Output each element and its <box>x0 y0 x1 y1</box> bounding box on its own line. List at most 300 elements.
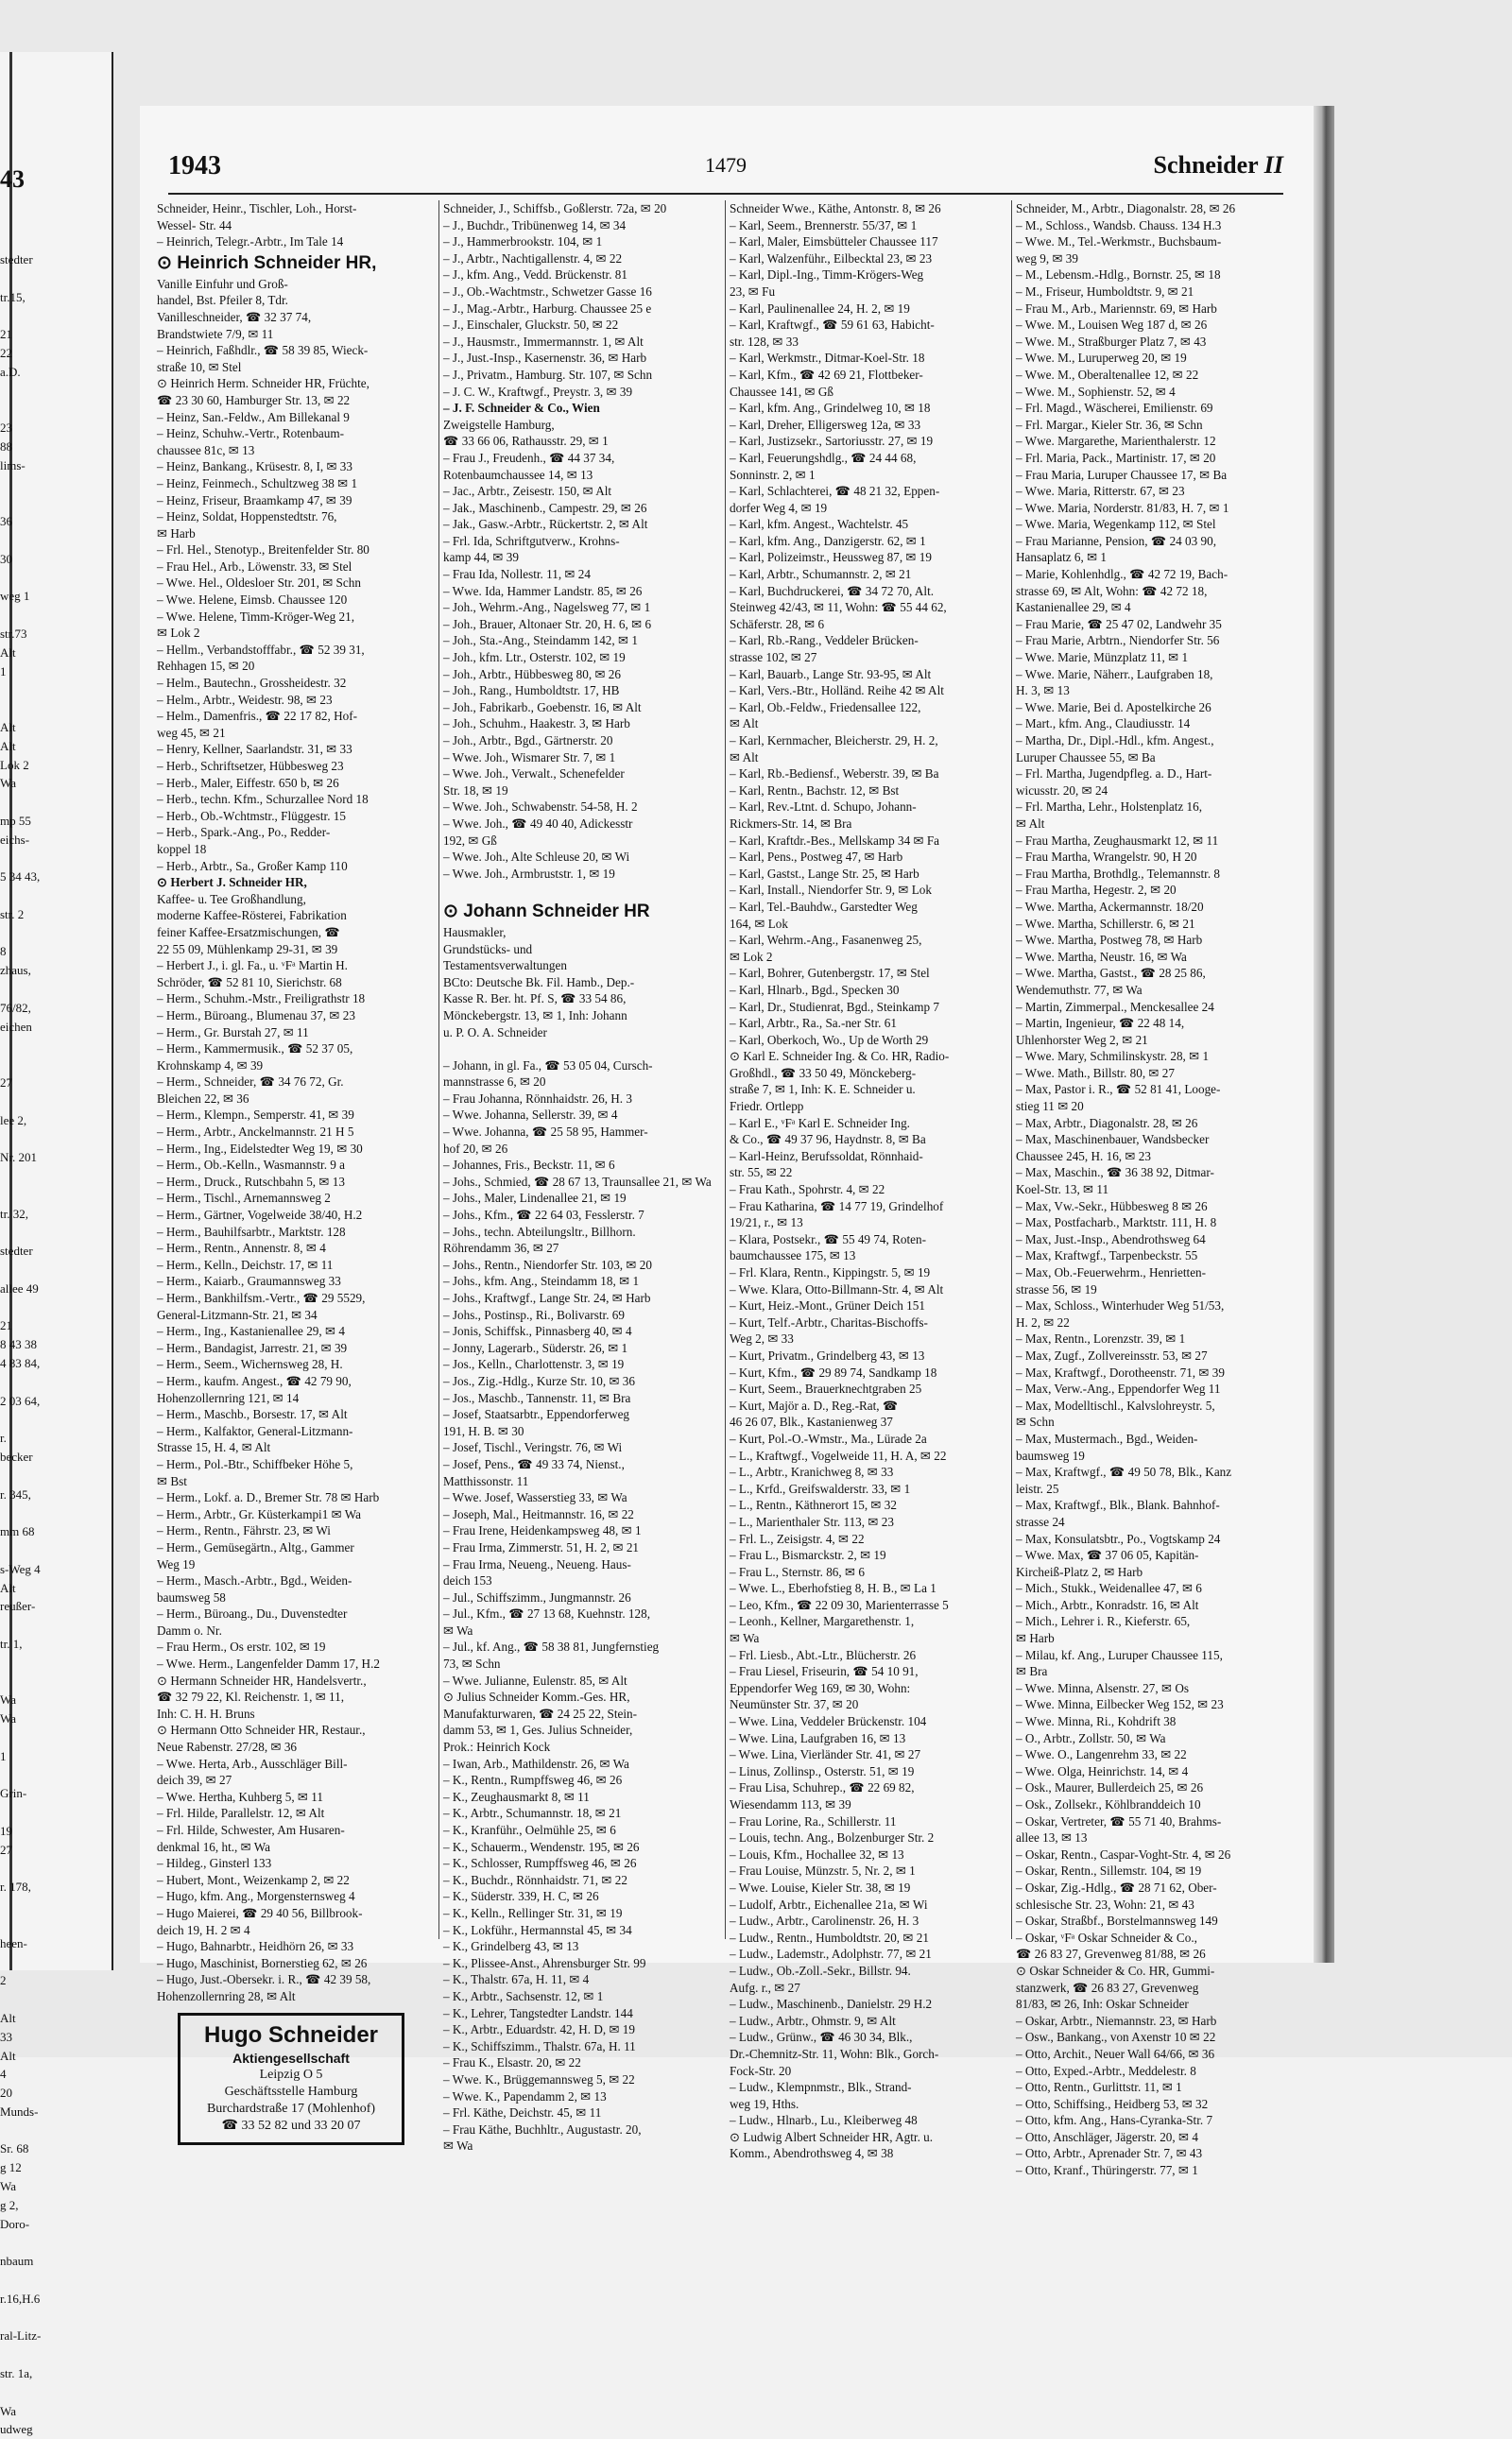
directory-entry-line: – Frau Katharina, ☎ 14 77 19, Grindelhof <box>730 1198 944 1213</box>
directory-entry-line: – Joh., Arbtr., Hübbesweg 80, ✉ 26 <box>443 666 621 681</box>
directory-entry-line: Hohenzollernring 28, ✉ Alt <box>157 1988 296 2003</box>
directory-entry-line: – Karl, Seem., Brennerstr. 55/37, ✉ 1 <box>730 217 918 232</box>
directory-entry-line: Zweigstelle Hamburg, <box>443 417 555 432</box>
directory-entry-line: – Herm., Gärtner, Vogelweide 38/40, H.2 <box>157 1208 363 1223</box>
directory-entry-line: handel, Bst. Pfeiler 8, Tdr. <box>157 293 288 308</box>
directory-entry-line: – Karl, Kernmacher, Bleicherstr. 29, H. 2, <box>730 733 938 747</box>
directory-entry-line: – Karl, Install., Niendorfer Str. 9, ✉ Lok <box>730 883 932 898</box>
directory-entry-line: – K., Arbtr., Schumannstr. 18, ✉ 21 <box>443 1806 622 1821</box>
directory-entry-line: – Kurt, Pol.-O.-Wmstr., Ma., Lürade 2a <box>730 1431 927 1446</box>
directory-entry-line: – Wwe. Minna, Ri., Kohdrift 38 <box>1016 1714 1177 1729</box>
directory-entry-line: – Frau Maria, Luruper Chaussee 17, ✉ Ba <box>1016 467 1228 482</box>
directory-entry-line: – Wwe. M., Sophienstr. 52, ✉ 4 <box>1016 384 1176 399</box>
directory-entry-line: – Herm., Kaiarb., Graumannsweg 33 <box>157 1274 341 1289</box>
directory-entry-line: – Karl, Bauarb., Lange Str. 93-95, ✉ Alt <box>730 666 932 681</box>
directory-entry-line: – Herm., Klempn., Semperstr. 41, ✉ 39 <box>157 1108 354 1123</box>
directory-entry-line: ☎ 32 79 22, Kl. Reichenstr. 1, ✉ 11, <box>157 1690 345 1705</box>
directory-entry-line: – Henry, Kellner, Saarlandstr. 31, ✉ 33 <box>157 742 352 757</box>
directory-entry-line: – Karl, Maler, Eimsbütteler Chaussee 117 <box>730 234 938 249</box>
directory-entry-line: – Osk., Maurer, Bullerdeich 25, ✉ 26 <box>1016 1780 1204 1795</box>
directory-entry-line: Röhrendamm 36, ✉ 27 <box>443 1241 559 1256</box>
directory-entry-line: – Herm., Tischl., Arnemannsweg 2 <box>157 1191 331 1206</box>
directory-entry-line: – Herm., Rentn., Fährstr. 23, ✉ Wi <box>157 1523 331 1538</box>
directory-entry-line: – Frl. Hilde, Schwester, Am Husaren- <box>157 1823 345 1837</box>
directory-entry-line: ☎ 23 30 60, Hamburger Str. 13, ✉ 22 <box>157 392 351 407</box>
directory-entry-line: Neue Rabenstr. 27/28, ✉ 36 <box>157 1740 298 1755</box>
directory-entry-line: – Wwe. Martha, Schillerstr. 6, ✉ 21 <box>1016 916 1195 931</box>
directory-entry-line: – Karl-Heinz, Berufssoldat, Rönnhaid- <box>730 1148 923 1163</box>
directory-entry-line: – Oskar, Arbtr., Niemannstr. 23, ✉ Harb <box>1016 2013 1217 2028</box>
directory-entry-line: – Frl. Ida, Schriftgutverw., Krohns- <box>443 533 620 548</box>
directory-entry-line: – Martin, Ingenieur, ☎ 22 48 14, <box>1016 1016 1185 1031</box>
directory-entry-line: – Wwe. Max, ☎ 37 06 05, Kapitän- <box>1016 1548 1199 1563</box>
directory-entry-line: – Ludolf, Arbtr., Eichenallee 21a, ✉ Wi <box>730 1897 928 1912</box>
directory-entry-line: – Karl, Pens., Postweg 47, ✉ Harb <box>730 850 903 865</box>
directory-entry-line: – Hugo, kfm. Ang., Morgensternsweg 4 <box>157 1889 355 1904</box>
directory-entry-line: – Karl E., ᵛFᵃ Karl E. Schneider Ing. <box>730 1115 910 1130</box>
directory-entry-line: – Kurt, Heiz.-Mont., Grüner Deich 151 <box>730 1298 925 1314</box>
directory-entry-line: Uhlenhorster Weg 2, ✉ 21 <box>1016 1032 1148 1047</box>
directory-entry-line: 164, ✉ Lok <box>730 916 788 931</box>
directory-entry-line: – Otto, Arbtr., Aprenader Str. 7, ✉ 43 <box>1016 2146 1203 2161</box>
directory-entry-line: – Wwe. Johanna, ☎ 25 58 95, Hammer- <box>443 1125 648 1140</box>
directory-entry-line: – K., Lehrer, Tangstedter Landstr. 144 <box>443 2005 633 2020</box>
directory-entry-line: – K., Süderstr. 339, H. C, ✉ 26 <box>443 1889 599 1904</box>
directory-entry-line: Aufg. r., ✉ 27 <box>730 1980 800 1995</box>
directory-entry-line: – Wwe. Johanna, Sellerstr. 39, ✉ 4 <box>443 1108 618 1123</box>
directory-entry-line: – Josef, Staatsarbtr., Eppendorferweg <box>443 1407 630 1422</box>
directory-entry-line: – Jac., Arbtr., Zeisestr. 150, ✉ Alt <box>443 484 612 499</box>
directory-entry-line: – Josef, Tischl., Veringstr. 76, ✉ Wi <box>443 1440 623 1455</box>
directory-entry-line: – J., Just.-Insp., Kasernenstr. 36, ✉ Harb <box>443 351 647 366</box>
directory-entry-line: 81/83, ✉ 26, Inh: Oskar Schneider <box>1016 1997 1189 2012</box>
previous-page-fragment <box>0 52 113 2437</box>
directory-entry-line: strasse 56, ✉ 19 <box>1016 1281 1097 1297</box>
directory-entry-line: – Wwe. Lina, Laufgraben 16, ✉ 13 <box>730 1730 906 1745</box>
directory-entry-line: – Ludw., Hlnarb., Lu., Kleiberweg 48 <box>730 2113 918 2128</box>
directory-entry-line: – Karl, Oberkoch, Wo., Up de Worth 29 <box>730 1032 929 1047</box>
directory-entry-line: – Johs., kfm. Ang., Steindamm 18, ✉ 1 <box>443 1274 640 1289</box>
directory-entry-line: – Karl, Bohrer, Gutenbergstr. 17, ✉ Stel <box>730 966 930 981</box>
directory-entry-line: – Karl, Dreher, Elligersweg 12a, ✉ 33 <box>730 417 921 432</box>
page-header <box>168 151 1283 189</box>
directory-entry-line: – J., Hausmstr., Immermannstr. 1, ✉ Alt <box>443 334 644 349</box>
header-volume: II <box>1263 151 1283 179</box>
directory-entry-line: Strasse 15, H. 4, ✉ Alt <box>157 1440 271 1455</box>
directory-entry-line: – Johs., Schmied, ☎ 28 67 13, Traunsallee 21, ✉ Wa <box>443 1174 712 1189</box>
directory-entry-line: 22 55 09, Mühlenkamp 29-31, ✉ 39 <box>157 941 338 956</box>
directory-entry-line: – Karl, Arbtr., Ra., Sa.-ner Str. 61 <box>730 1016 897 1031</box>
directory-entry-line: moderne Kaffee-Rösterei, Fabrikation <box>157 908 347 923</box>
directory-entry-line: ✉ Harb <box>157 525 196 541</box>
directory-entry-line: – Kurt, Majör a. D., Reg.-Rat, ☎ <box>730 1398 899 1413</box>
directory-entry-line: straße 10, ✉ Stel <box>157 359 242 374</box>
directory-entry-line: – Frau Käthe, Buchhltr., Augustastr. 20, <box>443 2121 642 2137</box>
directory-entry-line: – Karl, Rb.-Rang., Veddeler Brücken- <box>730 633 919 648</box>
directory-entry-line: – O., Arbtr., Zollstr. 50, ✉ Wa <box>1016 1730 1166 1745</box>
directory-entry-line: – Frl. Hilde, Parallelstr. 12, ✉ Alt <box>157 1806 325 1821</box>
directory-entry-line: – Ludw., Arbtr., Carolinenstr. 26, H. 3 <box>730 1914 919 1929</box>
column-2 <box>443 200 719 2154</box>
directory-entry-line: – Joh., Rang., Humboldtstr. 17, HB <box>443 683 620 698</box>
directory-entry-line: – K., Kelln., Rellinger Str. 31, ✉ 19 <box>443 1905 623 1920</box>
directory-entry-line: Vanilleschneider, ☎ 32 37 74, <box>157 309 312 324</box>
directory-entry-line: – Frl. Margar., Kieler Str. 36, ✉ Schn <box>1016 417 1203 432</box>
directory-entry-line: – Karl, Gastst., Lange Str. 25, ✉ Harb <box>730 866 919 881</box>
directory-entry-line: – Frau Herm., Os erstr. 102, ✉ 19 <box>157 1640 326 1655</box>
directory-entry-line: mannstrasse 6, ✉ 20 <box>443 1074 546 1090</box>
directory-entry-line: – Wwe. O., Langenrehm 33, ✉ 22 <box>1016 1747 1187 1762</box>
directory-entry-line: ✉ Alt <box>1016 816 1045 831</box>
page-number: 1479 <box>705 153 747 177</box>
directory-entry-line: – Karl, Kraftdr.-Bes., Mellskamp 34 ✉ Fa <box>730 833 940 848</box>
header-surname: Schneider <box>1153 151 1259 179</box>
directory-entry-line: – Wwe. Herm., Langenfelder Damm 17, H.2 <box>157 1657 380 1672</box>
directory-entry-line: Rehhagen 15, ✉ 20 <box>157 659 255 674</box>
directory-entry-line: – Heinz, San.-Feldw., Am Billekanal 9 <box>157 409 350 424</box>
directory-entry-line: ✉ Alt <box>730 749 759 764</box>
directory-entry-line: – Herm., Kalfaktor, General-Litzmann- <box>157 1423 353 1438</box>
directory-entry-line: – Joh., Sta.-Ang., Steindamm 142, ✉ 1 <box>443 633 638 648</box>
directory-entry-line: – Kurt, Kfm., ☎ 29 89 74, Sandkamp 18 <box>730 1365 937 1380</box>
directory-entry-line: – Jonny, Lagerarb., Süderstr. 26, ✉ 1 <box>443 1340 628 1355</box>
directory-entry-line: – Karl, kfm. Ang., Grindelweg 10, ✉ 18 <box>730 401 931 416</box>
directory-entry-line: – Heinz, Schuhw.-Vertr., Rotenbaum- <box>157 426 345 441</box>
directory-entry-line: Großhdl., ☎ 33 50 49, Mönckeberg- <box>730 1065 917 1080</box>
directory-entry-line: deich 39, ✉ 27 <box>157 1773 232 1788</box>
directory-entry-line: – Karl, Werkmstr., Ditmar-Koel-Str. 18 <box>730 351 925 366</box>
directory-entry-line: – J., Ob.-Wachtmstr., Schwetzer Gasse 16 <box>443 283 652 299</box>
directory-entry-line: – Frau L., Sternstr. 86, ✉ 6 <box>730 1564 865 1579</box>
directory-entry-line: – Jak., Gasw.-Arbtr., Rückertstr. 2, ✉ Alt <box>443 517 648 532</box>
directory-entry-line: baumchaussee 175, ✉ 13 <box>730 1248 856 1263</box>
directory-entry-line: Mönckebergstr. 13, ✉ 1, Inh: Johann <box>443 1007 627 1022</box>
directory-entry-line: Eppendorfer Weg 169, ✉ 30, Wohn: <box>730 1680 911 1695</box>
directory-entry-line: – Wwe. M., Luruperweg 20, ✉ 19 <box>1016 351 1187 366</box>
directory-entry-line: – Wwe. Minna, Alsenstr. 27, ✉ Os <box>1016 1680 1189 1695</box>
directory-entry-line: – Frl. Hel., Stenotyp., Breitenfelder Str. 80 <box>157 542 369 558</box>
directory-entry-line: – Frau Martha, Zeughausmarkt 12, ✉ 11 <box>1016 833 1219 848</box>
directory-entry-line: Fock-Str. 20 <box>730 2063 792 2078</box>
directory-entry-line: – Herm., Kelln., Deichstr. 17, ✉ 11 <box>157 1257 334 1272</box>
directory-entry-line: – Frl. Magd., Wäscherei, Emilienstr. 69 <box>1016 401 1213 416</box>
directory-entry-line: – Joh., Arbtr., Bgd., Gärtnerstr. 20 <box>443 733 613 747</box>
directory-entry-line: – Herb., techn. Kfm., Schurzallee Nord 18 <box>157 792 369 807</box>
directory-entry-line: – K., Arbtr., Sachsenstr. 12, ✉ 1 <box>443 1988 604 2003</box>
directory-entry-line: – Frau Martha, Brothdlg., Telemannstr. 8 <box>1016 866 1221 881</box>
directory-entry-line: ⊙ Hermann Schneider HR, Handelsvertr., <box>157 1673 367 1688</box>
directory-entry-line: – Wwe. Maria, Norderstr. 81/83, H. 7, ✉ 1 <box>1016 500 1229 515</box>
directory-entry-line: – Max, Verw.-Ang., Eppendorfer Weg 11 <box>1016 1382 1221 1397</box>
directory-entry-line: – Herm., Gemüsegärtn., Altg., Gammer <box>157 1539 354 1554</box>
directory-entry-line: – Wwe. Lina, Vierländer Str. 41, ✉ 27 <box>730 1747 921 1762</box>
directory-entry-line: – Herm., Arbtr., Gr. Küsterkampi1 ✉ Wa <box>157 1506 361 1521</box>
directory-entry-line: Rickmers-Str. 14, ✉ Bra <box>730 816 852 831</box>
directory-entry-line: – Max, Konsulatsbtr., Po., Vogtskamp 24 <box>1016 1531 1221 1546</box>
directory-entry-line: – Max, Kraftwgf., ☎ 49 50 78, Blk., Kanz <box>1016 1465 1232 1480</box>
directory-entry-line: – Herm., Büroang., Du., Duvenstedter <box>157 1606 348 1622</box>
directory-entry-line: – K., Zeughausmarkt 8, ✉ 11 <box>443 1789 590 1804</box>
directory-entry-line: – Wwe. Joh., Verwalt., Schenefelder <box>443 766 625 782</box>
directory-entry-line: – K., Arbtr., Eduardstr. 42, H. D, ✉ 19 <box>443 2022 635 2037</box>
directory-entry-line: – Herb., Ob.-Wchtmstr., Flüggestr. 15 <box>157 808 346 823</box>
directory-entry-line: – Herm., Maschb., Borsestr. 17, ✉ Alt <box>157 1407 348 1422</box>
directory-entry-line: – Frl. Maria, Pack., Martinistr. 17, ✉ 20 <box>1016 450 1216 465</box>
directory-entry-line: – J., Hammerbrookstr. 104, ✉ 1 <box>443 234 603 249</box>
directory-entry-line: – Jul., kf. Ang., ☎ 58 38 81, Jungfernstieg <box>443 1640 660 1655</box>
directory-entry-line: – Wwe. Joh., Armbruststr. 1, ✉ 19 <box>443 866 615 881</box>
advertisement-box <box>178 2013 404 2145</box>
directory-entry-line: – Frl. Liesb., Abt.-Ltr., Blücherstr. 26 <box>730 1647 917 1662</box>
directory-entry-line: – K., Schauerm., Wendenstr. 195, ✉ 26 <box>443 1839 640 1854</box>
directory-entry-line: – Oskar, ᵛFᵃ Oskar Schneider & Co., <box>1016 1930 1197 1945</box>
directory-entry-line: – Herm., Kammermusik., ☎ 52 37 05, <box>157 1041 353 1056</box>
directory-entry-line: – Johs., Postinsp., Ri., Bolivarstr. 69 <box>443 1307 625 1322</box>
directory-entry-line: BCto: Deutsche Bk. Fil. Hamb., Dep.- <box>443 974 635 989</box>
header-year: 1943 <box>168 151 221 180</box>
directory-entry-line: – Otto, Anschläger, Jägerstr. 20, ✉ 4 <box>1016 2129 1198 2144</box>
directory-entry-line: ⊙ Oskar Schneider & Co. HR, Gummi- <box>1016 1963 1215 1978</box>
directory-entry-line: – Herm., Bauhilfsarbtr., Marktstr. 128 <box>157 1224 346 1239</box>
advertisement-branch: Geschäftsstelle Hamburg <box>224 2084 358 2099</box>
directory-entry-line: wicusstr. 20, ✉ 24 <box>1016 782 1108 798</box>
directory-entry-line: – J., Privatm., Hamburg. Str. 107, ✉ Schn <box>443 367 653 382</box>
directory-entry-line: – Kurt, Seem., Brauerknechtgraben 25 <box>730 1382 922 1397</box>
directory-entry-line: ✉ Bst <box>157 1473 187 1488</box>
directory-entry-line: – Leonh., Kellner, Margarethenstr. 1, <box>730 1614 915 1629</box>
directory-entry-line: Schäferstr. 28, ✉ 6 <box>730 616 825 631</box>
advertisement-phone: ☎ 33 52 82 und 33 20 07 <box>221 2118 361 2133</box>
directory-entry-line: Damm o. Nr. <box>157 1623 222 1638</box>
directory-entry-line: – Heinrich, Faßhdlr., ☎ 58 39 85, Wieck- <box>157 343 369 358</box>
directory-entry-line: – Wwe. Maria, Wegenkamp 112, ✉ Stel <box>1016 517 1216 532</box>
directory-entry-line: – Johs., Kraftwgf., Lange Str. 24, ✉ Harb <box>443 1291 651 1305</box>
directory-entry-line: – Karl, Rev.-Ltnt. d. Schupo, Johann- <box>730 799 917 815</box>
directory-entry-line: Krohnskamp 4, ✉ 39 <box>157 1057 264 1073</box>
directory-entry-line: – Frau M., Arb., Mariennstr. 69, ✉ Harb <box>1016 301 1217 316</box>
directory-entry-line: – Herm., Büroang., Blumenau 37, ✉ 23 <box>157 1007 355 1022</box>
directory-entry-line: – Joh., Fabrikarb., Goebenstr. 16, ✉ Alt <box>443 699 642 714</box>
directory-entry-line: – Oskar, Rentn., Sillemstr. 104, ✉ 19 <box>1016 1864 1202 1879</box>
directory-entry-line: ⊙ Herbert J. Schneider HR, <box>157 875 307 890</box>
directory-entry-line: – Joh., kfm. Ltr., Osterstr. 102, ✉ 19 <box>443 650 626 665</box>
directory-entry-line: 73, ✉ Schn <box>443 1657 501 1672</box>
directory-entry-line: – Oskar, Rentn., Caspar-Voght-Str. 4, ✉ 26 <box>1016 1846 1231 1862</box>
directory-entry-line: – Karl, kfm. Angest., Wachtelstr. 45 <box>730 517 909 532</box>
directory-entry-line: – Wwe. Klara, Otto-Billmann-Str. 4, ✉ Alt <box>730 1281 944 1297</box>
previous-page-text: stedter tr.15, 21 22 a.D. 23 88 lims- 36 30 weg 1 str.73 Alt 1 Alt Alt Lok 2 Wa mp 55 eichs- 5 34 43, str. 2 8 zhaus, 76/82, eichen 27 lee 2, Nr. 201 tr. 32, stedter allee 49 21 8 43 38 4 83 84, 2 03 64, r. becker r. 345, mm 68 s-Weg 4 Alt reußer- tr. 1, Wa Wa 1 Grin- 19 27 r. 178, heen- 2 Alt 33 Alt 4 20 Munds- Sr. 68 g 12 Wa g 2, Doro- nbaum r.16,H.6 ral-Litz- str. 1a, Wa udweg <box>0 252 42 2437</box>
directory-entry-line: – Karl, Hlnarb., Bgd., Specken 30 <box>730 982 900 997</box>
directory-entry-line: – Wwe. M., Louisen Weg 187 d, ✉ 26 <box>1016 318 1208 333</box>
directory-entry-line: – Heinrich, Telegr.-Arbtr., Im Tale 14 <box>157 234 344 249</box>
directory-entry-line: ✉ Wa <box>443 1623 473 1638</box>
directory-entry-line: – Frl. Käthe, Deichstr. 45, ✉ 11 <box>443 2105 602 2121</box>
directory-entry-line: – Frau Martha, Wrangelstr. 90, H 20 <box>1016 850 1197 865</box>
directory-entry-line: Luruper Chaussee 55, ✉ Ba <box>1016 749 1156 764</box>
directory-entry-line: – Max, Ob.-Feuerwehrm., Henrietten- <box>1016 1265 1207 1280</box>
directory-entry-line: u. P. O. A. Schneider <box>443 1024 547 1039</box>
directory-entry-line: – Wwe. Minna, Eilbecker Weg 152, ✉ 23 <box>1016 1697 1224 1712</box>
directory-entry-line: straße 7, ✉ 1, Inh: K. E. Schneider u. <box>730 1082 916 1097</box>
directory-entry-line: – Marie, Kohlenhdlg., ☎ 42 72 19, Bach- <box>1016 567 1228 582</box>
directory-entry-line: – Herb., Schriftsetzer, Hübbesweg 23 <box>157 759 344 773</box>
directory-entry-line: Manufakturwaren, ☎ 24 25 22, Stein- <box>443 1706 638 1721</box>
directory-entry-line: & Co., ☎ 49 37 96, Haydnstr. 8, ✉ Ba <box>730 1132 926 1147</box>
directory-entry-line: – M., Lebensm.-Hdlg., Bornstr. 25, ✉ 18 <box>1016 267 1221 283</box>
directory-entry-line: 191, H. B. ✉ 30 <box>443 1423 524 1438</box>
directory-entry-line: – Hildeg., Ginsterl 133 <box>157 1856 272 1871</box>
directory-entry-line: – Frau Lorine, Ra., Schillerstr. 11 <box>730 1813 897 1829</box>
directory-entry-line: – Wwe. L., Eberhofstieg 8, H. B., ✉ La 1 <box>730 1581 936 1596</box>
directory-entry-line: – J., kfm. Ang., Vedd. Brückenstr. 81 <box>443 267 627 283</box>
directory-entry-line: – Karl, Walzenführ., Eilbecktal 23, ✉ 23 <box>730 250 933 266</box>
advertisement-address: Burchardstraße 17 (Mohlenhof) <box>206 2101 376 2116</box>
directory-entry-line: – Johannes, Fris., Beckstr. 11, ✉ 6 <box>443 1158 615 1173</box>
directory-entry-line: Sonninstr. 2, ✉ 1 <box>730 467 816 482</box>
directory-entry-line: – Max, Rentn., Lorenzstr. 39, ✉ 1 <box>1016 1331 1186 1347</box>
directory-entry-line: – Johs., techn. Abteilungsltr., Billhorn. <box>443 1224 636 1239</box>
directory-entry-line: weg 9, ✉ 39 <box>1016 250 1078 266</box>
directory-entry-line: – Frau Irma, Neueng., Neueng. Haus- <box>443 1556 631 1572</box>
directory-entry-line: – Herm., Ob.-Kelln., Wasmannstr. 9 a <box>157 1158 346 1173</box>
directory-entry-line: schlesische Str. 23, Wohn: 21, ✉ 43 <box>1016 1897 1194 1912</box>
directory-entry-line: weg 19, Hths. <box>730 2096 799 2111</box>
directory-entry-line: – Jul., Kfm., ☎ 27 13 68, Kuehnstr. 128, <box>443 1606 650 1622</box>
directory-entry-line: – Heinz, Friseur, Braamkamp 47, ✉ 39 <box>157 492 352 507</box>
directory-entry-line: – Karl, Kraftwgf., ☎ 59 61 63, Habicht- <box>730 318 935 333</box>
directory-entry-line: – K., Schlosser, Rumpffsweg 46, ✉ 26 <box>443 1856 637 1871</box>
directory-entry-line: ✉ Lok 2 <box>157 626 200 641</box>
directory-entry-line: – Herm., Schuhm.-Mstr., Freiligrathstr 18 <box>157 991 366 1006</box>
directory-entry-line: – Jos., Zig.-Hdlg., Kurze Str. 10, ✉ 36 <box>443 1373 635 1388</box>
directory-entry-line: – Johs., Rentn., Niendorfer Str. 103, ✉ 20 <box>443 1257 652 1272</box>
directory-entry-line: Matthissonstr. 11 <box>443 1473 529 1488</box>
directory-entry-line: – J., Einschaler, Gluckstr. 50, ✉ 22 <box>443 318 619 333</box>
directory-entry-line: – Oskar, Straßbf., Borstelmannsweg 149 <box>1016 1914 1218 1929</box>
directory-entry-line: – Herm., Seem., Wichernsweg 28, H. <box>157 1357 343 1372</box>
directory-entry-line: baumsweg 19 <box>1016 1448 1085 1463</box>
directory-entry-line: ☎ 26 83 27, Grevenweg 81/88, ✉ 26 <box>1016 1947 1206 1962</box>
advertisement-city: Leipzig O 5 <box>259 2067 323 2082</box>
directory-entry-line: – Frau Liesel, Friseurin, ☎ 54 10 91, <box>730 1664 919 1679</box>
directory-entry-line: – Otto, Exped.-Arbtr., Meddelestr. 8 <box>1016 2063 1196 2078</box>
directory-entry-line: – Herm., Bankhilfsm.-Vertr., ☎ 29 5529, <box>157 1291 366 1305</box>
directory-entry-line: – Mich., Arbtr., Konradstr. 16, ✉ Alt <box>1016 1597 1199 1612</box>
directory-entry-line: – Wwe. K., Papendamm 2, ✉ 13 <box>443 2088 607 2104</box>
directory-entry-line: General-Litzmann-Str. 21, ✉ 34 <box>157 1307 318 1322</box>
directory-entry-line: – Frau Marie, ☎ 25 47 02, Landwehr 35 <box>1016 616 1222 631</box>
directory-entry-line: ✉ Schn <box>1016 1415 1055 1430</box>
directory-entry-line: – Frau Martha, Hegestr. 2, ✉ 20 <box>1016 883 1177 898</box>
column-4 <box>1016 200 1292 2178</box>
directory-entry-line: – Ludw., Klempnmstr., Blk., Strand- <box>730 2080 912 2095</box>
directory-entry-line: H. 2, ✉ 22 <box>1016 1314 1070 1330</box>
directory-entry-line: – Wwe. K., Brüggemannsweg 5, ✉ 22 <box>443 2071 635 2087</box>
directory-entry-line: – Joseph, Mal., Heitmannstr. 16, ✉ 22 <box>443 1506 634 1521</box>
directory-entry-line: – Jos., Kelln., Charlottenstr. 3, ✉ 19 <box>443 1357 625 1372</box>
directory-entry-line: – Kurt, Privatm., Grindelberg 43, ✉ 13 <box>730 1348 925 1363</box>
directory-entry-line: – Max, Kraftwgf., Dorotheenstr. 71, ✉ 39 <box>1016 1365 1225 1380</box>
directory-page <box>140 106 1314 2178</box>
directory-entry-line: – Wwe. Martha, Postweg 78, ✉ Harb <box>1016 933 1203 948</box>
directory-entry-line: – Karl, Ob.-Feldw., Friedensallee 122, <box>730 699 921 714</box>
directory-entry-line: – Wwe. Hel., Oldesloer Str. 201, ✉ Schn <box>157 575 361 591</box>
directory-entry-line: – Mich., Lehrer i. R., Kieferstr. 65, <box>1016 1614 1191 1629</box>
directory-entry-line: – M., Friseur, Humboldtstr. 9, ✉ 21 <box>1016 283 1194 299</box>
directory-entry-line: – Wwe. Martha, Neustr. 16, ✉ Wa <box>1016 949 1187 964</box>
directory-entry-line: Schneider Wwe., Käthe, Antonstr. 8, ✉ 26 <box>730 201 941 215</box>
directory-entry-line: 23, ✉ Fu <box>730 283 776 299</box>
directory-entry-line: – J. F. Schneider & Co., Wien <box>443 401 600 416</box>
directory-entry-line: – Louis, techn. Ang., Bolzenburger Str. 2 <box>730 1830 935 1846</box>
directory-entry-line: ☎ 33 66 06, Rathausstr. 29, ✉ 1 <box>443 434 609 449</box>
directory-entry-line: – Ludw., Rentn., Humboldtstr. 20, ✉ 21 <box>730 1930 929 1945</box>
directory-entry-line: – Johs., Kfm., ☎ 22 64 03, Fesslerstr. 7 <box>443 1208 644 1223</box>
directory-entry-line: – Wwe. Martha, Gastst., ☎ 28 25 86, <box>1016 966 1206 981</box>
directory-entry-line: – Karl, Buchdruckerei, ☎ 34 72 70, Alt. <box>730 583 935 598</box>
directory-entry-line: – Joh., Brauer, Altonaer Str. 20, H. 6, ✉ 6 <box>443 616 652 631</box>
directory-entry-line: – Max, Maschinenbauer, Wandsbecker <box>1016 1132 1210 1147</box>
directory-entry-line: – Wwe. M., Tel.-Werkmstr., Buchsbaum- <box>1016 234 1222 249</box>
directory-entry-line: – Herb., Arbtr., Sa., Großer Kamp 110 <box>157 858 348 873</box>
directory-entry-line: feiner Kaffee-Ersatzmischungen, ☎ <box>157 924 340 939</box>
directory-entry-line: 192, ✉ Gß <box>443 833 497 848</box>
directory-entry-line: – Wwe. Joh., Wismarer Str. 7, ✉ 1 <box>443 749 616 764</box>
directory-entry-line: – J., Mag.-Arbtr., Harburg. Chaussee 25 e <box>443 301 652 316</box>
directory-columns <box>157 200 1300 2178</box>
column-divider <box>725 200 726 1939</box>
directory-entry-line: stieg 11 ✉ 20 <box>1016 1099 1084 1114</box>
directory-entry-line: – Jonis, Schiffsk., Pinnasberg 40, ✉ 4 <box>443 1324 632 1339</box>
directory-entry-line: – Karl, Paulinenallee 24, H. 2, ✉ 19 <box>730 301 910 316</box>
directory-entry-line: ⊙ Heinrich Herm. Schneider HR, Früchte, <box>157 376 369 391</box>
directory-entry-line: dorfer Weg 4, ✉ 19 <box>730 500 828 515</box>
directory-entry-line: – Max, Arbtr., Diagonalstr. 28, ✉ 26 <box>1016 1115 1198 1130</box>
directory-entry-line: H. 3, ✉ 13 <box>1016 683 1070 698</box>
directory-entry-line: – Frl. Klara, Rentn., Kippingstr. 5, ✉ 19 <box>730 1265 931 1280</box>
directory-entry-line: – Frau Kath., Spohrstr. 4, ✉ 22 <box>730 1182 885 1197</box>
directory-entry-line: – Frau Lisa, Schuhrep., ☎ 22 69 82, <box>730 1780 915 1795</box>
directory-entry-line: – Ludw., Maschinenb., Danielstr. 29 H.2 <box>730 1997 933 2012</box>
advertisement-name: Hugo Schneider <box>203 2021 379 2048</box>
directory-entry-line: – Wwe. Mary, Schmilinskystr. 28, ✉ 1 <box>1016 1049 1210 1064</box>
directory-entry-line: Inh: C. H. H. Bruns <box>157 1706 255 1721</box>
directory-entry-line: – Herbert J., i. gl. Fa., u. ᵛFᵃ Martin H. <box>157 958 348 973</box>
directory-entry-line: Testamentsverwaltungen <box>443 958 567 973</box>
directory-entry-line: weg 45, ✉ 21 <box>157 725 226 740</box>
directory-entry-line: – Klara, Postsekr., ☎ 55 49 74, Roten- <box>730 1231 926 1246</box>
directory-entry-line: strasse 102, ✉ 27 <box>730 650 817 665</box>
column-3 <box>730 200 1005 2161</box>
directory-entry-line: – Kurt, Telf.-Arbtr., Charitas-Bischoffs- <box>730 1314 928 1330</box>
directory-entry-line: – Frau Hel., Arb., Löwenstr. 33, ✉ Stel <box>157 558 352 574</box>
directory-entry-line: Wiesendamm 113, ✉ 39 <box>730 1797 851 1812</box>
directory-entry-line: – Karl, Wehrm.-Ang., Fasanenweg 25, <box>730 933 922 948</box>
directory-entry-line: – Herm., Bandagist, Jarrestr. 21, ✉ 39 <box>157 1340 348 1355</box>
directory-entry-line: – Max, Postfacharb., Marktstr. 111, H. 8 <box>1016 1215 1217 1230</box>
directory-entry-line: – Wwe. Joh., Alte Schleuse 20, ✉ Wi <box>443 850 630 865</box>
directory-entry-line: – Frau Ida, Nollestr. 11, ✉ 24 <box>443 567 591 582</box>
directory-entry-line: – Wwe. Ida, Hammer Landstr. 85, ✉ 26 <box>443 583 643 598</box>
column-1 <box>157 200 433 2133</box>
column-divider <box>438 200 439 1939</box>
directory-entry-line: – Wwe. Maria, Ritterstr. 67, ✉ 23 <box>1016 484 1185 499</box>
directory-entry-line: – Herm., Arbtr., Anckelmannstr. 21 H 5 <box>157 1125 354 1140</box>
directory-entry-line: – Wwe. Hertha, Kuhberg 5, ✉ 11 <box>157 1789 323 1804</box>
directory-entry-line: strasse 69, ✉ Alt, Wohn: ☎ 42 72 18, <box>1016 583 1208 598</box>
directory-entry-line: – Karl, kfm. Ang., Danzigerstr. 62, ✉ 1 <box>730 533 926 548</box>
directory-entry-line: – Heinz, Bankang., Krüsestr. 8, I, ✉ 33 <box>157 459 352 474</box>
